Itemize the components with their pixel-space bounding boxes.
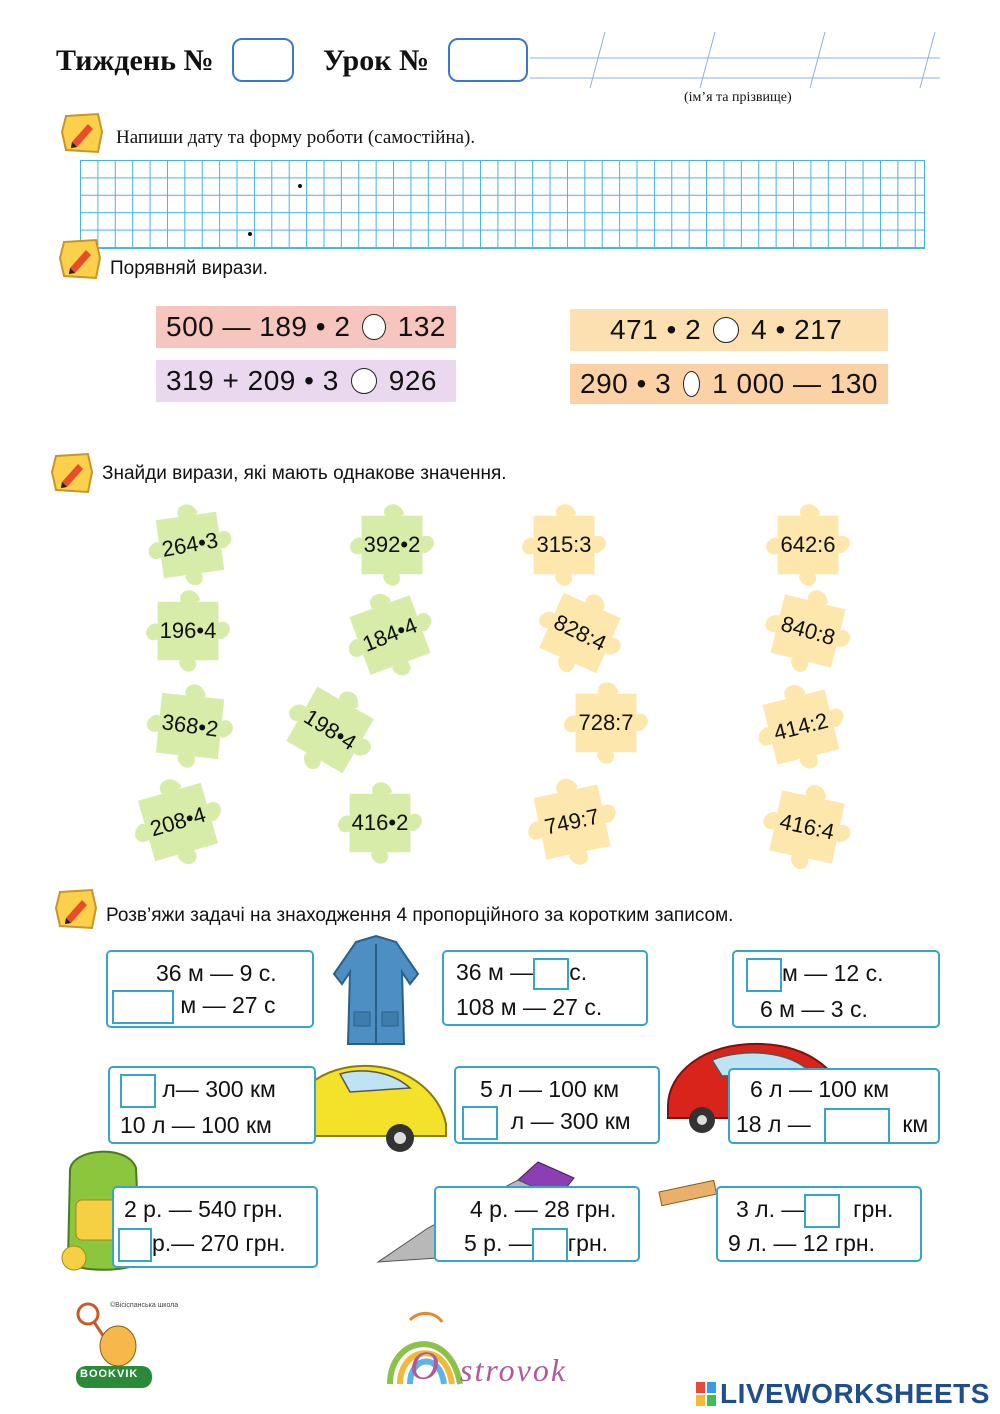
compare-circle-input[interactable]: [713, 317, 739, 343]
compare-row-3: [570, 309, 888, 351]
puzzle-expression: 264•3: [159, 527, 220, 562]
answer-box[interactable]: [804, 1194, 840, 1228]
problem-card-1: [106, 950, 314, 1028]
name-input[interactable]: [536, 56, 940, 84]
week-number-input[interactable]: [232, 38, 294, 82]
answer-box[interactable]: [532, 1228, 568, 1262]
puzzle-expression: 749:7: [542, 803, 602, 840]
writing-grid[interactable]: [80, 160, 925, 249]
problem-card-6: [728, 1068, 940, 1144]
problem-card-9: [716, 1186, 922, 1262]
puzzle-expression: 392•2: [363, 532, 421, 557]
compare-left: 290 • 3: [580, 368, 672, 399]
bookvik-text: BOOKVIK: [80, 1368, 139, 1380]
problem-card-5: [454, 1066, 660, 1144]
puzzle-piece[interactable]: [760, 504, 856, 586]
grid-dot: [298, 184, 302, 188]
puzzle-expression: 642:6: [780, 532, 836, 557]
puzzle-expression: 414:2: [771, 707, 831, 746]
task3-text: Знайди вирази, які мають однакове значення.: [102, 463, 507, 484]
task1-text: Напиши дату та форму роботи (самостійна).: [116, 127, 476, 148]
problem-line: 9 л. — 12 грн.: [728, 1230, 876, 1256]
pencil-icon: [60, 112, 104, 154]
problem-line: 18 л —: [736, 1111, 811, 1138]
compare-row-4: [570, 364, 888, 404]
name-caption: (ім’я та прізвище): [684, 90, 792, 105]
puzzle-piece[interactable]: [344, 504, 440, 586]
compare-row-2: [156, 360, 456, 402]
puzzle-expression: 840:8: [778, 610, 839, 651]
puzzle-piece[interactable]: [340, 592, 440, 678]
answer-box[interactable]: [533, 958, 569, 990]
puzzle-expression: 728:7: [578, 710, 634, 735]
puzzle-expression: 198•4: [299, 703, 361, 756]
problem-line: 3 л. —: [736, 1196, 805, 1223]
answer-box[interactable]: [118, 1228, 152, 1262]
problem-line: 6 л — 100 км: [750, 1076, 890, 1102]
compare-circle-input[interactable]: [683, 371, 700, 397]
problem-line: 10 л — 100 км: [120, 1112, 272, 1138]
problem-card-4: [108, 1066, 316, 1144]
problem-line: р.— 270 грн.: [152, 1230, 286, 1257]
puzzle-piece[interactable]: [332, 782, 428, 864]
puzzle-piece[interactable]: [126, 778, 230, 866]
puzzle-piece[interactable]: [532, 590, 628, 676]
ostrovok-initial: O: [410, 1343, 439, 1388]
grid-dot: [248, 232, 252, 236]
puzzle-expression: 416•2: [351, 810, 409, 835]
problem-line: м — 12 с.: [782, 960, 884, 987]
puzzle-piece[interactable]: [756, 784, 858, 870]
pencil-icon: [58, 238, 102, 280]
problem-line: с.: [569, 959, 588, 986]
puzzle-piece[interactable]: [556, 682, 656, 764]
answer-box[interactable]: [120, 1074, 156, 1108]
puzzle-expression: 416:4: [777, 808, 837, 845]
answer-box[interactable]: [462, 1106, 498, 1140]
compare-circle-input[interactable]: [362, 314, 385, 340]
liveworksheets-icon: [696, 1382, 716, 1406]
puzzle-piece[interactable]: [280, 686, 380, 774]
problem-line: 2 р. — 540 грн.: [124, 1196, 284, 1222]
problem-line: 108 м — 27 с.: [456, 994, 603, 1020]
puzzle-expression: 184•4: [358, 612, 421, 657]
problem-card-3: [732, 950, 940, 1028]
publisher-note: ©Вісіспанська школа: [110, 1302, 179, 1309]
compare-right: 1 000 — 130: [712, 368, 878, 399]
pencil-icon: [54, 888, 98, 930]
puzzle-piece[interactable]: [516, 504, 612, 586]
puzzle-piece[interactable]: [520, 778, 624, 866]
compare-left: 500 — 189 • 2: [166, 311, 351, 342]
compare-circle-input[interactable]: [351, 368, 377, 394]
compare-right: 132: [397, 311, 446, 342]
problem-card-8: [434, 1186, 640, 1262]
problem-line: 5 р. —: [464, 1230, 532, 1257]
ruler-icon: [658, 1180, 718, 1208]
lesson-label: Урок №: [323, 44, 430, 77]
answer-box[interactable]: [112, 990, 174, 1024]
task2-text: Порявняй вирази.: [110, 258, 268, 279]
puzzle-piece[interactable]: [140, 684, 240, 768]
puzzle-expression: 828:4: [549, 609, 611, 656]
puzzle-piece[interactable]: [760, 588, 856, 674]
puzzle-piece[interactable]: [748, 684, 854, 770]
compare-right: 4 • 217: [751, 314, 843, 345]
problem-line: 6 м — 3 с.: [760, 996, 868, 1022]
problem-line: км: [902, 1111, 929, 1138]
answer-box[interactable]: [824, 1108, 890, 1144]
problem-line: грн.: [853, 1196, 894, 1223]
puzzle-expression: 196•4: [159, 618, 217, 643]
week-label: Тиждень №: [56, 44, 214, 77]
problem-line: грн.: [567, 1230, 609, 1257]
problem-line: м — 27 с: [180, 992, 276, 1019]
problem-card-2: [442, 950, 648, 1026]
puzzle-expression: 208•4: [147, 801, 209, 842]
puzzle-expression: 315:3: [536, 532, 592, 557]
lesson-number-input[interactable]: [448, 38, 528, 82]
liveworksheets-brand: LIVEWORKSHEETS: [720, 1378, 990, 1409]
puzzle-piece[interactable]: [142, 504, 238, 586]
problem-card-7: [112, 1186, 318, 1268]
ostrovok-text: strovok: [460, 1352, 568, 1388]
compare-row-1: [156, 306, 456, 348]
problem-line: 36 м — 9 с.: [156, 960, 277, 986]
compare-left: 471 • 2: [610, 314, 702, 345]
pencil-icon: [50, 452, 94, 494]
task4-text: Розв’яжи задачі на знаходження 4 пропорційного за коротким записом.: [106, 905, 734, 926]
problem-line: л— 300 км: [162, 1076, 276, 1103]
puzzle-expression: 368•2: [160, 709, 220, 742]
problem-line: 5 л — 100 км: [480, 1076, 620, 1102]
jacket-icon: [326, 934, 426, 1052]
compare-left: 319 + 209 • 3: [166, 365, 339, 396]
puzzle-piece[interactable]: [140, 590, 236, 672]
problem-line: 36 м —: [456, 959, 534, 986]
problem-line: л — 300 км: [510, 1108, 631, 1135]
problem-line: 4 р. — 28 грн.: [470, 1196, 617, 1222]
compare-right: 926: [388, 365, 437, 396]
answer-box[interactable]: [746, 958, 782, 992]
